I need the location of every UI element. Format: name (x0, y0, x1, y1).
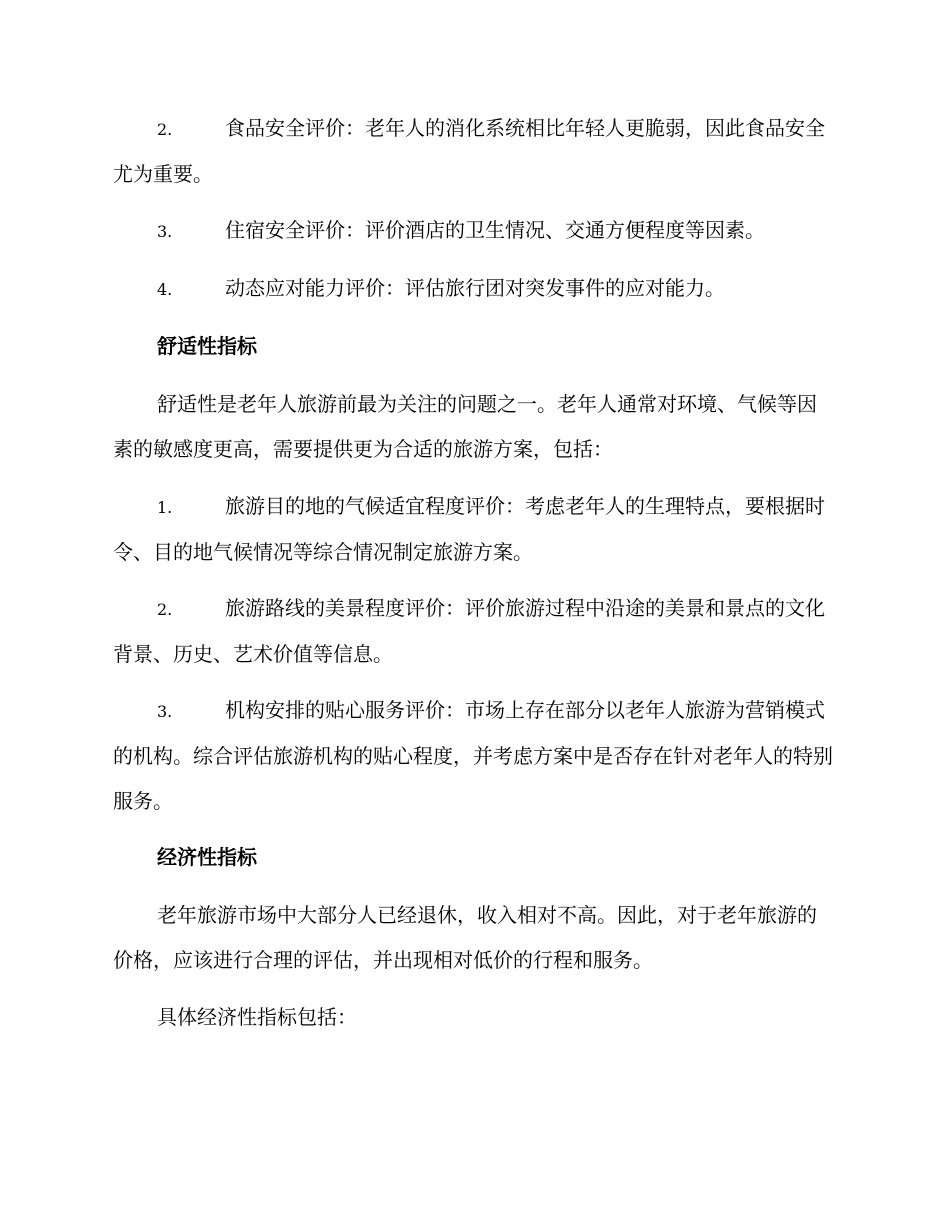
list-number: 4. (157, 280, 173, 299)
section-heading-economy: 经济性指标 (157, 845, 257, 869)
list-item-emergency-response (113, 266, 835, 312)
list-item-climate (113, 484, 835, 575)
list-item-lodging-safety (113, 208, 835, 254)
list-number: 2. (157, 120, 173, 139)
list-text: 机构安排的贴心服务评价：市场上存在部分以老年人旅游为营销模式的机构。综合评估旅游机构的贴心程度，并考虑方案中是否存在针对老年人的特别服务。 (113, 698, 833, 813)
list-item-scenery (113, 586, 835, 677)
list-text: 动态应对能力评价：评估旅行团对突发事件的应对能力。 (225, 276, 725, 300)
list-item-food-safety (113, 106, 835, 197)
list-text: 旅游路线的美景程度评价：评价旅游过程中沿途的美景和景点的文化背景、历史、艺术价值等信息。 (113, 596, 825, 666)
paragraph-economy-lead: 具体经济性指标包括： (157, 1005, 357, 1029)
paragraph-comfort-intro: 舒适性是老年人旅游前最为关注的问题之一。老年人通常对环境、气候等因素的敏感度更高，需要提供更为合适的旅游方案，包括： (113, 392, 817, 461)
list-number: 3. (157, 702, 173, 721)
list-number: 1. (157, 498, 173, 517)
paragraph-economy-intro: 老年旅游市场中大部分人已经退休，收入相对不高。因此，对于老年旅游的价格，应该进行合理的评估，并出现相对低价的行程和服务。 (113, 903, 817, 972)
list-number: 3. (157, 222, 173, 241)
list-number: 2. (157, 600, 173, 619)
list-item-service (113, 688, 835, 824)
list-text: 旅游目的地的气候适宜程度评价：考虑老年人的生理特点，要根据时令、目的地气候情况等综合情况制定旅游方案。 (113, 494, 825, 564)
list-text: 住宿安全评价：评价酒店的卫生情况、交通方便程度等因素。 (225, 218, 765, 242)
list-text: 食品安全评价：老年人的消化系统相比年轻人更脆弱，因此食品安全尤为重要。 (113, 116, 825, 186)
section-heading-comfort: 舒适性指标 (157, 334, 257, 358)
